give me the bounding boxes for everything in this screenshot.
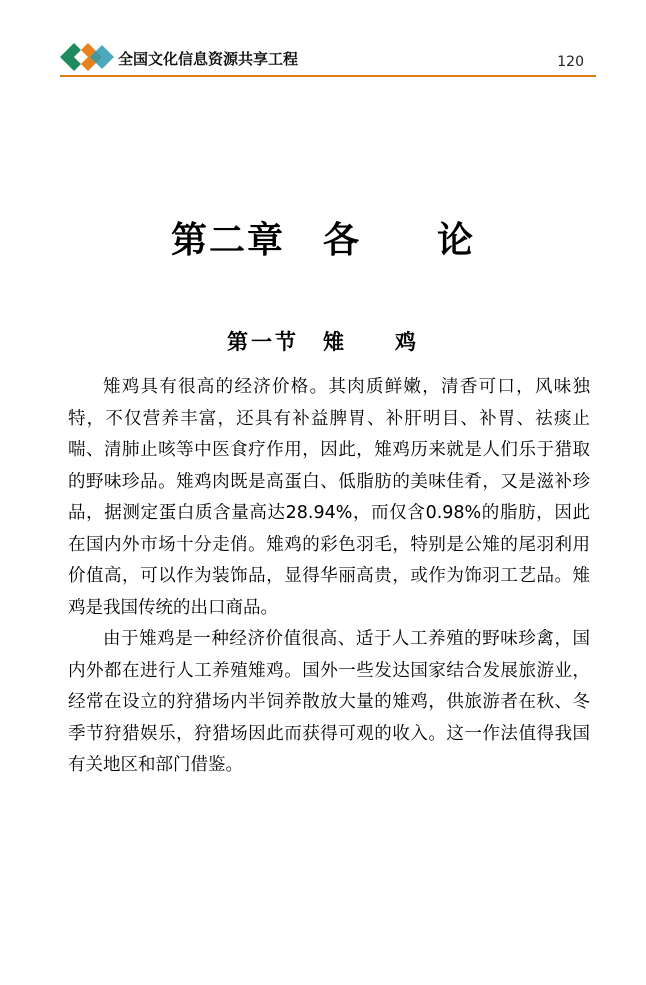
body-text xyxy=(68,372,590,782)
brand-title: 全国文化信息资源共享工程 xyxy=(118,50,299,68)
page-number: 120 xyxy=(557,54,584,70)
page-header xyxy=(60,40,596,76)
chapter-title: 第二章 各 论 xyxy=(170,220,475,261)
header-divider xyxy=(60,75,596,77)
paragraph: 由于雉鸡是一种经济价值很高、适于人工养殖的野味珍禽，国内外都在进行人工养殖雉鸡。国外一些发达国家结合发展旅游业，经常在设立的狩猎场内半饲养散放大量的雉鸡，供旅游者在秋、冬季节狩猎娱乐，狩猎场因此而获得可观的收入。这一作法值得我国有关地区和部门借鉴。 xyxy=(68,629,590,775)
paragraph: 雉鸡具有很高的经济价格。其肉质鲜嫩，清香可口，风味独特，不仅营养丰富，还具有补益脾胃、补肝明目、补胃、祛痰止喘、清肺止咳等中医食疗作用，因此，雉鸡历来就是人们乐于猎取的野味珍品。雉鸡肉既是高蛋白、低脂肪的美味佳肴，又是滋补珍品，据测定蛋白质含量高达28.94%，而仅含0.98%的脂肪，因此在国内外市场十分走俏。雉鸡的彩色羽毛，特别是公雉的尾羽利用价值高，可以作为装饰品，显得华丽高贵，或作为饰羽工艺品。雉鸡是我国传统的出口商品。 xyxy=(68,377,590,618)
project-logo-icon xyxy=(60,41,116,73)
section-title: 第一节 雉 鸡 xyxy=(227,330,419,354)
